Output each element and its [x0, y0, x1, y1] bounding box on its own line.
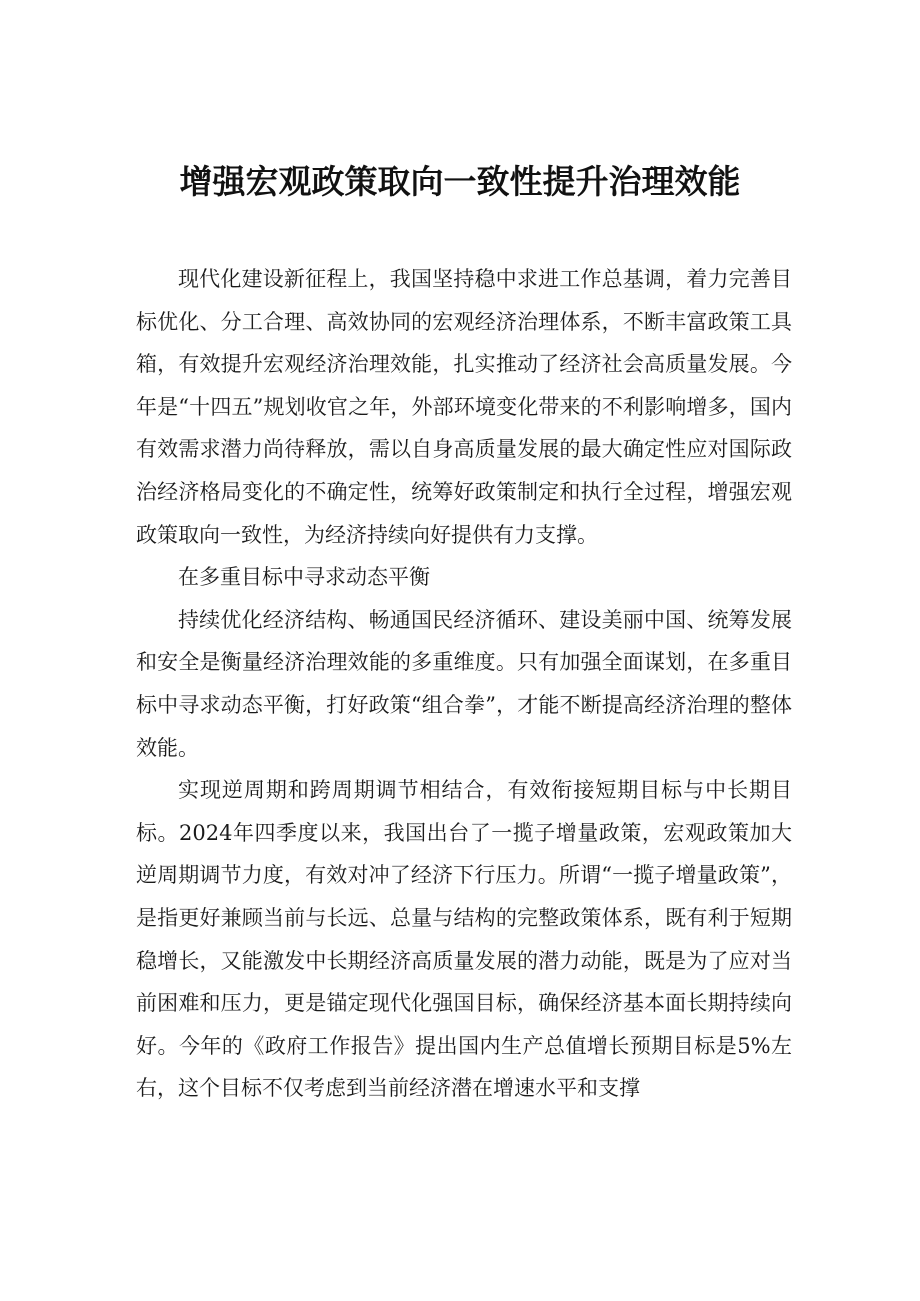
document-body — [136, 258, 792, 1110]
paragraph-balance: 持续优化经济结构、畅通国民经济循环、建设美丽中国、统筹发展和安全是衡量经济治理效能的多重维度。只有加强全面谋划，在多重目标中寻求动态平衡，打好政策“组合拳”，才能不断提高经济治理的整体效能。 — [136, 607, 792, 760]
paragraph-cycle: 实现逆周期和跨周期调节相结合，有效衔接短期目标与中长期目标。2024年四季度以来，我国出台了一揽子增量政策，宏观政策加大逆周期调节力度，有效对冲了经济下行压力。所谓“一揽子增量政策”，是指更好兼顾当前与长远、总量与结构的完整政策体系，既有利于短期稳增长，又能激发中长期经济高质量发展的潜力动能，既是为了应对当前困难和压力，更是锚定现代化强国目标，确保经济基本面长期持续向好。今年的《政府工作报告》提出国内生产总值增长预期目标是5%左右，这个目标不仅考虑到当前经济潜在增速水平和支撑 — [136, 778, 792, 1101]
paragraph-intro: 现代化建设新征程上，我国坚持稳中求进工作总基调，着力完善目标优化、分工合理、高效协同的宏观经济治理体系，不断丰富政策工具箱，有效提升宏观经济治理效能，扎实推动了经济社会高质量发展。今年是“十四五”规划收官之年，外部环境变化带来的不利影响增多，国内有效需求潜力尚待释放，需以自身高质量发展的最大确定性应对国际政治经济格局变化的不确定性，统筹好政策制定和执行全过程，增强宏观政策取向一致性，为经济持续向好提供有力支撑。 — [136, 267, 792, 547]
document-title: 增强宏观政策取向一致性提升治理效能 — [179, 162, 741, 201]
section-heading: 在多重目标中寻求动态平衡 — [178, 565, 430, 590]
